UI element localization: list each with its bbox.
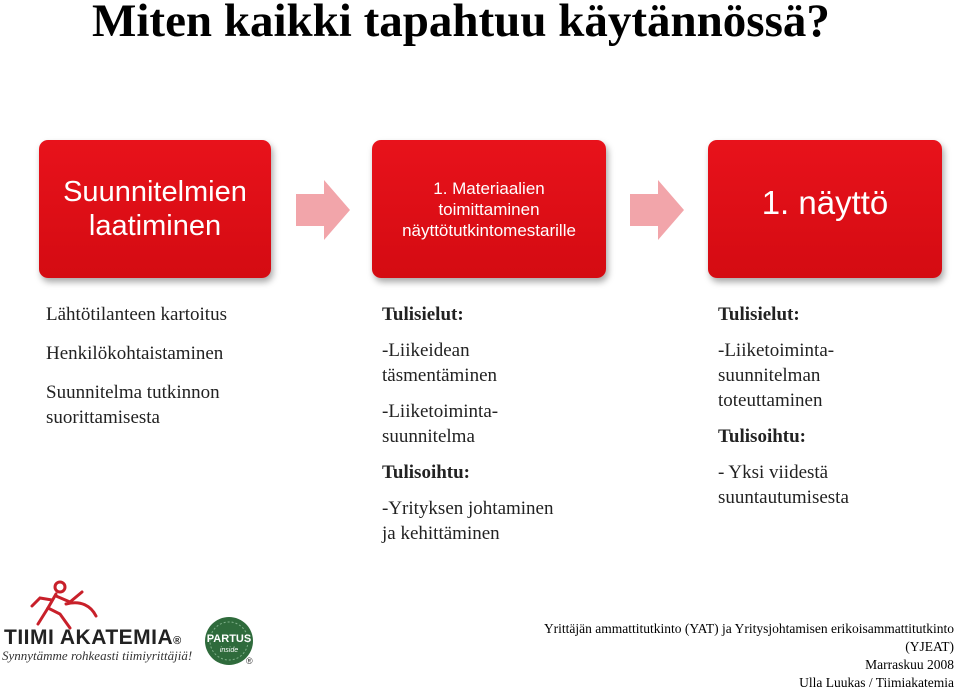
footer-line: Yrittäjän ammattitutkinto (YAT) ja Yritysjohtamisen erikoisammattitutkinto — [543, 621, 954, 636]
footer-line: (YJEAT) — [905, 639, 954, 654]
footer-line: Ulla Luukas / Tiimiakatemia — [799, 675, 954, 690]
slide-title: Miten kaikki tapahtuu käytännössä? — [92, 0, 830, 47]
runner-logo-icon — [26, 580, 116, 632]
step-box-demonstration — [708, 140, 942, 278]
partus-subtext: inside — [219, 647, 239, 654]
column-planning — [46, 302, 346, 444]
step-box-planning — [39, 140, 271, 278]
logo-name: TIIMI AKATEMIA® — [4, 626, 182, 649]
step-label-demonstration: 1. näyttö — [761, 184, 889, 221]
step-label-planning: Suunnitelmien laatiminen — [63, 176, 247, 242]
column-heading: Tulisielut: — [382, 304, 464, 325]
step-box-materials — [372, 140, 606, 278]
column-heading: Tulisoihtu: — [382, 462, 471, 483]
logo-slogan: Synnytämme rohkeasti tiimiyrittäjiä! — [2, 648, 193, 663]
column-line: - Yksi viidestä suuntautumisesta — [718, 462, 849, 508]
column-line: -Yrityksen johtaminen ja kehittäminen — [382, 498, 554, 544]
column-line: Henkilökohtaistaminen — [46, 343, 224, 364]
arrow-right-icon — [630, 180, 686, 240]
column-line: Lähtötilanteen kartoitus — [46, 304, 227, 325]
arrow-right-icon — [296, 180, 352, 240]
column-heading: Tulisoihtu: — [718, 426, 807, 447]
column-demonstration — [718, 302, 948, 521]
column-heading: Tulisielut: — [718, 304, 800, 325]
column-line: -Liiketoiminta- suunnitelman toteuttaminen — [718, 340, 835, 411]
partus-registered-mark: ® — [246, 656, 253, 666]
column-line: Suunnitelma tutkinnon suorittamisesta — [46, 382, 220, 428]
column-line: -Liiketoiminta- suunnitelma — [382, 401, 499, 447]
footer-line: Marraskuu 2008 — [865, 657, 954, 672]
column-line: -Liikeidean täsmentäminen — [382, 340, 498, 386]
step-label-materials: 1. Materiaalien toimittaminen näyttötutkintomestarille — [402, 178, 576, 240]
partus-text: PARTUS — [206, 633, 252, 645]
column-materials — [382, 302, 642, 557]
footer-info — [544, 620, 954, 692]
